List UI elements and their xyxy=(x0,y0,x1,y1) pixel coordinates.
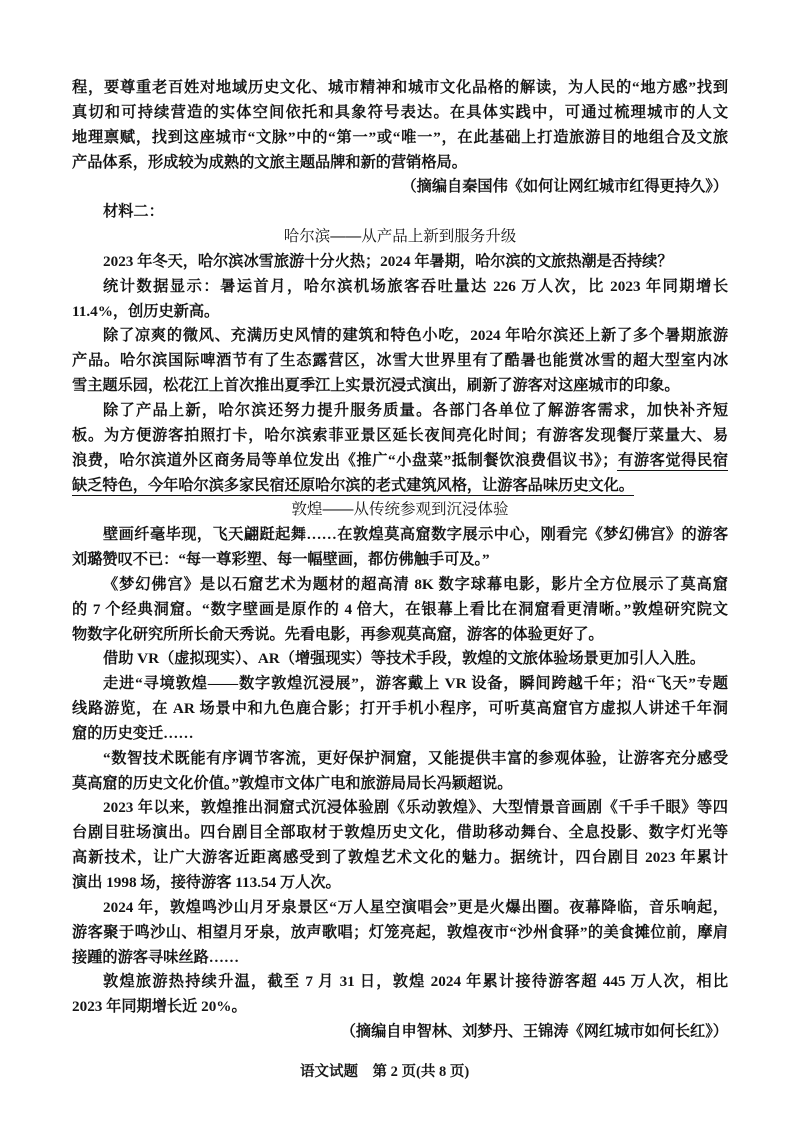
paragraph-line: 《梦幻佛宫》是以石窟艺术为题材的超高清 8K 数字球幕电影，影片全方位展示了莫高窟 xyxy=(103,575,728,593)
paragraph-line: 真切和可持续营造的实体空间依托和具象符号表达。在具体实践中，可通过梳理城市的人文 xyxy=(72,103,728,121)
paragraph-line: 借助 VR（虚拟现实）、AR（增强现实）等技术手段，敦煌的文旅体验场景更加引人入胜。 xyxy=(103,650,706,668)
paragraph-line: 程，要尊重老百姓对地域历史文化、城市精神和城市文化品格的解读，为人民的“地方感”找到 xyxy=(72,79,728,96)
source-citation: （摘编自秦国伟《如何让网红城市红得更持久》） xyxy=(401,178,728,196)
paragraph-line: 11.4%，创历史新高。 xyxy=(72,302,220,320)
paragraph-line: 板。为方便游客拍照打卡，哈尔滨索菲亚景区延长夜间亮化时间；有游客发现餐厅菜量大、易 xyxy=(72,426,728,444)
paragraph-line: 产品体系，形成较为成熟的文旅主题品牌和新的营销格局。 xyxy=(72,153,467,171)
paragraph-line: 除了产品上新，哈尔滨还努力提升服务质量。各部门各单位了解游客需求，加快补齐短 xyxy=(103,401,728,419)
paragraph-line: 线路游览，在 AR 场景中和九色鹿合影；打开手机小程序，可听莫高窟官方虚拟人讲述千年洞 xyxy=(72,700,728,718)
paragraph-line: 物数字化研究所所长俞天秀说。先看电影，再参观莫高窟，游客的体验更好了。 xyxy=(72,625,604,643)
paragraph-line: 2023 年冬天，哈尔滨冰雪旅游十分火热；2024 年暑期，哈尔滨的文旅热潮是否持续？ xyxy=(103,252,673,270)
paragraph-line xyxy=(72,474,728,499)
paragraph-line: 2023 年以来，敦煌推出洞窟式沉浸体验剧《乐动敦煌》、大型情景音画剧《千手千眼》等四 xyxy=(103,799,728,817)
paragraph-line: 接踵的游客寻味丝路…… xyxy=(72,948,240,966)
paragraph-line: 台剧目驻场演出。四台剧目全部取材于敦煌历史文化，借助移动舞台、全息投影、数字灯光等 xyxy=(72,824,728,842)
paragraph-line: “数智技术既能有序调节客流，更好保护洞窟，又能提供丰富的参观体验，让游客充分感受 xyxy=(103,749,728,767)
material-label: 材料二： xyxy=(103,203,164,221)
paragraph-line: 走进“寻境敦煌——数字敦煌沉浸展”，游客戴上 VR 设备，瞬间跨越千年；沿“飞天”专题 xyxy=(103,675,728,693)
paragraph-line: 莫高窟的历史文化价值。”敦煌市文体广电和旅游局局长冯颖超说。 xyxy=(72,774,513,792)
page-footer: 语文试题 第 2 页(共 8 页) xyxy=(300,1064,470,1080)
section-title: 敦煌——从传统参观到沉浸体验 xyxy=(291,501,509,519)
paragraph-line: 的 7 个经典洞窟。“数字壁画是原作的 4 倍大，在银幕上看比在洞窟看更清晰。”敦煌研究院文 xyxy=(72,600,728,618)
paragraph-line: 除了凉爽的微风、充满历史风情的建筑和特色小吃，2024 年哈尔滨还上新了多个暑期旅游 xyxy=(103,327,728,345)
line-text: 浪费，哈尔滨道外区商务局等单位发出《推广“小盘菜”抵制餐饮浪费倡议书》； xyxy=(72,451,618,469)
paragraph-line: 游客聚于鸣沙山、相望月牙泉，放声歌唱；灯笼亮起，敦煌夜市“沙州食驿”的美食摊位前，摩肩 xyxy=(72,923,728,941)
paragraph-line: 雪主题乐园，松花江上首次推出夏季江上实景沉浸式演出，刷新了游客对这座城市的印象。 xyxy=(72,377,680,395)
paragraph-line: 敦煌旅游热持续升温，截至 7 月 31 日，敦煌 2024 年累计接待游客超 445 万人次，相比 xyxy=(103,973,728,991)
paragraph-line: 2024 年，敦煌鸣沙山月牙泉景区“万人星空演唱会”更是火爆出圈。夜幕降临，音乐响起， xyxy=(103,898,728,916)
paragraph-line xyxy=(72,449,728,474)
paragraph-line: 刘璐赞叹不已：“每一尊彩塑、每一幅壁画，都仿佛触手可及。” xyxy=(72,551,490,569)
source-citation: （摘编自申智林、刘梦丹、王锦涛《网红城市如何长红》） xyxy=(340,1023,728,1041)
underlined-text: 有游客觉得民宿 xyxy=(617,451,728,469)
page-body xyxy=(72,76,728,1045)
paragraph-line: 演出 1998 场，接待游客 113.54 万人次。 xyxy=(72,874,341,891)
paragraph-line: 壁画纤毫毕现，飞天翩跹起舞……在敦煌莫高窟数字展示中心，刚看完《梦幻佛宫》的游客 xyxy=(103,526,728,544)
underlined-text: 缺乏特色，今年哈尔滨多家民宿还原哈尔滨的老式建筑风格，让游客品味历史文化。 xyxy=(72,476,634,494)
paragraph-line: 2023 年同期增长近 20%。 xyxy=(72,998,247,1016)
paragraph-line: 统计数据显示：暑运首月，哈尔滨机场旅客吞吐量达 226 万人次，比 2023 年同期增长 xyxy=(103,277,728,295)
section-title: 哈尔滨——从产品上新到服务升级 xyxy=(283,228,517,246)
paragraph-line: 地理禀赋，找到这座城市“文脉”中的“第一”或“唯一”，在此基础上打造旅游目的地组合及文旅 xyxy=(72,128,728,146)
paragraph-line: 高新技术，让广大游客近距离感受到了敦煌艺术文化的魅力。据统计，四台剧目 2023 年累计 xyxy=(72,849,728,867)
paragraph-line: 窟的历史变迁…… xyxy=(72,724,194,742)
paragraph-line: 产品。哈尔滨国际啤酒节有了生态露营区，冰雪大世界里有了酷暑也能赏冰雪的超大型室内冰 xyxy=(72,352,728,370)
